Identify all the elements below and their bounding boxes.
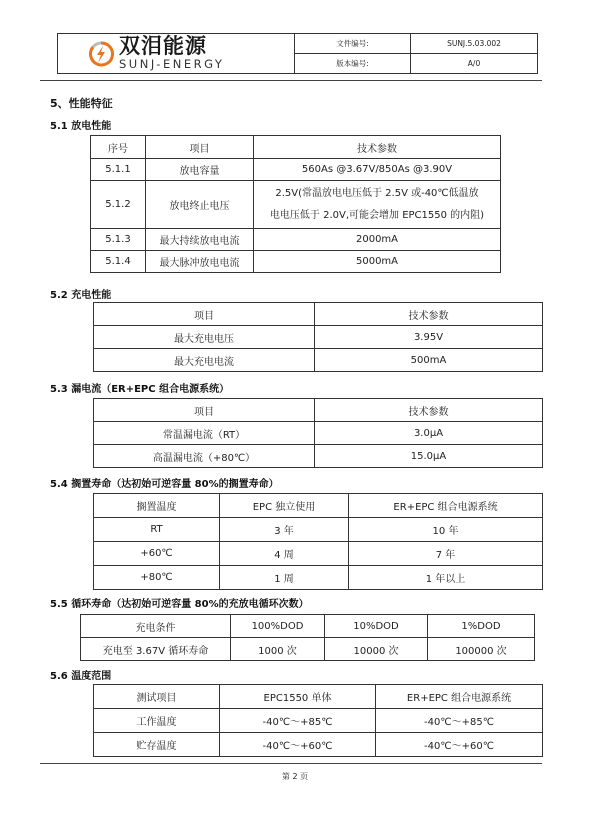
- s55-cell: 充电至 3.67V 循环寿命: [81, 638, 231, 661]
- logo-chinese-name: 双泪能源: [119, 34, 207, 59]
- s56-cell: -40℃～+85℃: [376, 709, 543, 733]
- s54-title: 5.4 搁置寿命（达初始可逆容量 80%的搁置寿命）: [50, 479, 279, 490]
- table-row: [81, 638, 535, 661]
- table-row: [94, 733, 543, 757]
- s51-cell: 5.1.2: [91, 181, 146, 229]
- s51-cell: 5000mA: [254, 251, 501, 273]
- table-row: [91, 159, 501, 181]
- s53-header-item: 项目: [94, 399, 315, 422]
- s55-cell: 1000 次: [231, 638, 325, 661]
- s54-header-combo: ER+EPC 组合电源系统: [349, 494, 543, 518]
- s54-cell: +80℃: [94, 566, 220, 590]
- s51-cell: [254, 181, 501, 229]
- s53-title: 5.3 漏电流（ER+EPC 组合电源系统）: [50, 384, 230, 395]
- s51-cell: 5.1.1: [91, 159, 146, 181]
- logo-english-name: SUNJ-ENERGY: [119, 57, 225, 72]
- s52-header-item: 项目: [94, 303, 315, 326]
- s56-header-combo: ER+EPC 组合电源系统: [376, 685, 543, 709]
- s55-header-1dod: 1%DOD: [428, 615, 535, 638]
- s56-header-epc: EPC1550 单体: [220, 685, 376, 709]
- version-label: 版本编号:: [295, 54, 411, 74]
- table-row: [94, 518, 543, 542]
- s51-cell: 放电终止电压: [146, 181, 254, 229]
- s56-cell: -40℃～+85℃: [220, 709, 376, 733]
- s54-cell: 4 周: [220, 542, 349, 566]
- table-row: [94, 542, 543, 566]
- s54-cell: 1 年以上: [349, 566, 543, 590]
- s55-table: [80, 614, 535, 661]
- logo-cell: [58, 34, 295, 74]
- table-row: [94, 709, 543, 733]
- s53-table: [93, 398, 543, 468]
- s55-header-10dod: 10%DOD: [325, 615, 428, 638]
- s52-cell: 最大充电电流: [94, 349, 315, 372]
- s51-cell: 5.1.3: [91, 229, 146, 251]
- s51-cell: 560As @3.67V/850As @3.90V: [254, 159, 501, 181]
- s52-cell: 3.95V: [315, 326, 543, 349]
- s51-cell: 5.1.4: [91, 251, 146, 273]
- s55-header-100dod: 100%DOD: [231, 615, 325, 638]
- s51-cell-line: 电电压低于 2.0V,可能会增加 EPC1550 的内阻): [269, 209, 485, 221]
- s51-header-no: 序号: [91, 136, 146, 159]
- header-rule: [40, 80, 542, 81]
- s54-cell: RT: [94, 518, 220, 542]
- table-row: [91, 251, 501, 273]
- table-row: [94, 445, 543, 468]
- s54-header-temp: 搁置温度: [94, 494, 220, 518]
- s55-cell: 10000 次: [325, 638, 428, 661]
- s56-cell: 工作温度: [94, 709, 220, 733]
- s51-cell: 最大脉冲放电电流: [146, 251, 254, 273]
- table-row: [94, 349, 543, 372]
- s56-table: [93, 684, 543, 757]
- s54-cell: 7 年: [349, 542, 543, 566]
- s56-cell: -40℃～+60℃: [220, 733, 376, 757]
- s54-cell: 3 年: [220, 518, 349, 542]
- s56-header-item: 测试项目: [94, 685, 220, 709]
- s51-cell-line: 2.5V(常温放电电压低于 2.5V 或-40℃低温放: [275, 187, 479, 199]
- s56-title: 5.6 温度范围: [50, 671, 112, 682]
- s55-cell: 100000 次: [428, 638, 535, 661]
- s54-table: [93, 493, 543, 590]
- s53-cell: 高温漏电流（+80℃）: [94, 445, 315, 468]
- s54-cell: 1 周: [220, 566, 349, 590]
- s51-table: [90, 135, 501, 273]
- s51-header-item: 项目: [146, 136, 254, 159]
- s51-cell: 放电容量: [146, 159, 254, 181]
- s54-header-epc: EPC 独立使用: [220, 494, 349, 518]
- table-row: [94, 422, 543, 445]
- s52-cell: 最大充电电压: [94, 326, 315, 349]
- s51-cell: 最大持续放电电流: [146, 229, 254, 251]
- s52-table: [93, 302, 543, 372]
- s53-header-param: 技术参数: [315, 399, 543, 422]
- s55-header-cond: 充电条件: [81, 615, 231, 638]
- footer-rule: [40, 763, 542, 764]
- s56-cell: -40℃～+60℃: [376, 733, 543, 757]
- s51-title: 5.1 放电性能: [50, 121, 112, 132]
- s54-cell: +60℃: [94, 542, 220, 566]
- s56-cell: 贮存温度: [94, 733, 220, 757]
- table-row: [94, 326, 543, 349]
- s52-header-param: 技术参数: [315, 303, 543, 326]
- doc-number-label: 文件编号:: [295, 34, 411, 54]
- section-title: 5、性能特征: [50, 97, 113, 110]
- s53-cell: 15.0μA: [315, 445, 543, 468]
- s53-cell: 3.0μA: [315, 422, 543, 445]
- table-row: [91, 181, 501, 229]
- logo-icon: [88, 41, 114, 67]
- table-row: [94, 566, 543, 590]
- s51-header-param: 技术参数: [254, 136, 501, 159]
- s51-cell: 2000mA: [254, 229, 501, 251]
- s55-title: 5.5 循环寿命（达初始可逆容量 80%的充放电循环次数）: [50, 599, 309, 610]
- s52-cell: 500mA: [315, 349, 543, 372]
- s54-cell: 10 年: [349, 518, 543, 542]
- s53-cell: 常温漏电流（RT）: [94, 422, 315, 445]
- table-row: [91, 229, 501, 251]
- version-value: A/0: [411, 54, 538, 74]
- document-header: [57, 33, 538, 74]
- s52-title: 5.2 充电性能: [50, 290, 112, 301]
- doc-number-value: SUNJ.5.03.002: [411, 34, 538, 54]
- page-number: 第 2 页: [281, 772, 309, 781]
